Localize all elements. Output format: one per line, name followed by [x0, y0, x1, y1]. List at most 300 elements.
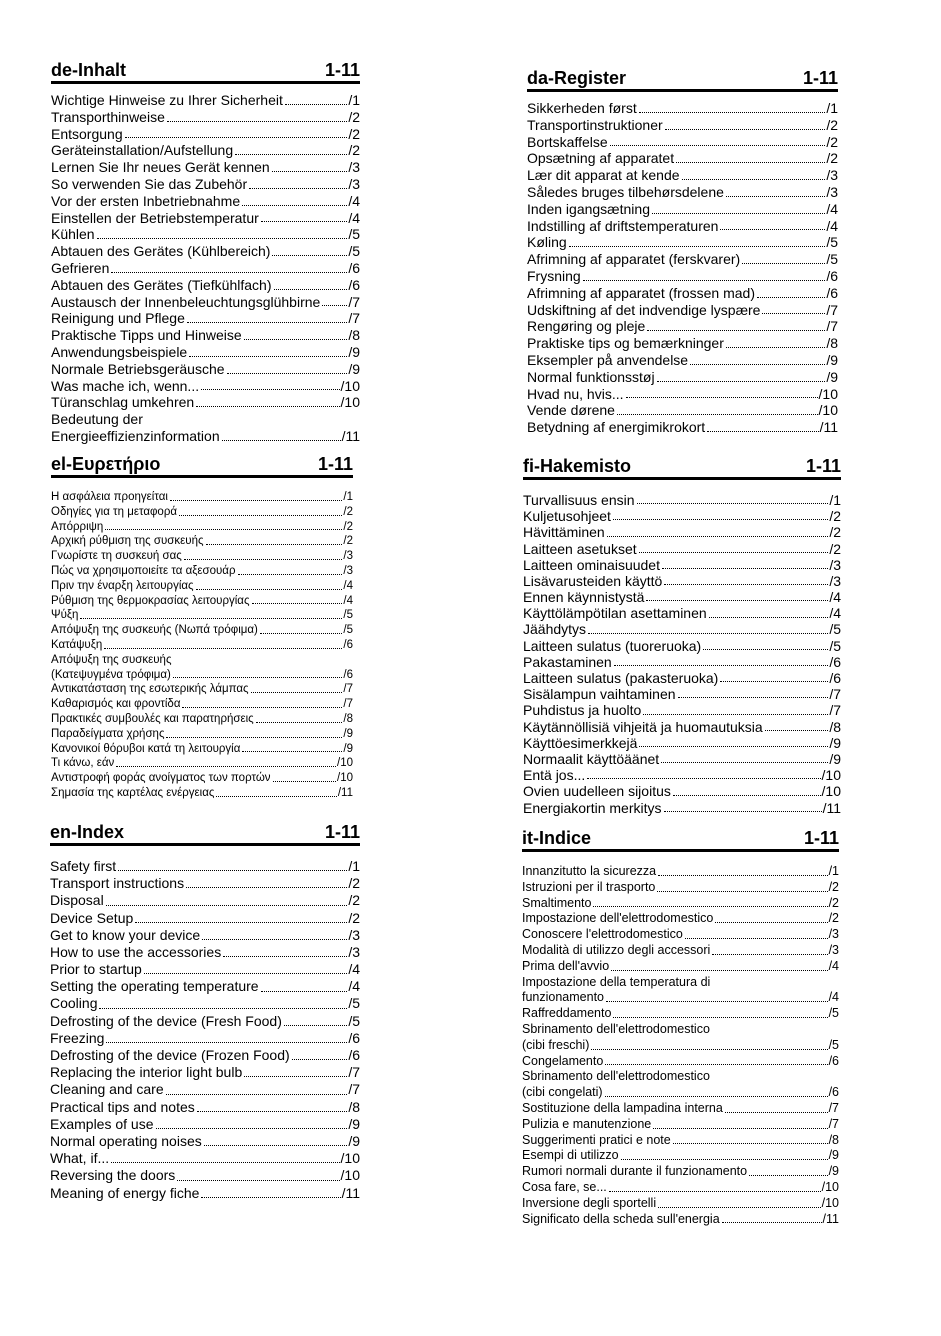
toc-entry-page: /6 — [829, 670, 841, 687]
toc-entry-page: /9 — [348, 1115, 360, 1132]
toc-entry[interactable] — [51, 361, 360, 378]
toc-entry[interactable] — [522, 1164, 839, 1180]
toc-entry[interactable] — [522, 880, 839, 896]
toc-entry[interactable] — [523, 638, 841, 654]
toc-entry[interactable] — [523, 800, 841, 816]
toc-entry[interactable] — [523, 573, 841, 589]
toc-entry-page: /6 — [348, 1047, 360, 1064]
toc-entry-page: /10 — [337, 772, 353, 785]
toc-entry-label: Rumori normali durante il funzionamento — [522, 1164, 748, 1179]
toc-entry[interactable] — [527, 134, 838, 151]
toc-entry-label: Køling — [527, 234, 567, 251]
toc-entry-page: /1 — [343, 491, 353, 503]
toc-entry[interactable] — [51, 742, 353, 757]
toc-entry[interactable] — [527, 268, 838, 285]
toc-entry[interactable] — [523, 524, 841, 540]
toc-entry[interactable] — [51, 294, 360, 311]
toc-entry-label: Disposal — [50, 892, 104, 909]
dot-leader — [111, 272, 347, 273]
toc-entry[interactable] — [522, 896, 839, 912]
toc-entry-page: /10 — [337, 757, 353, 770]
dot-leader — [284, 1025, 347, 1026]
dot-leader — [652, 213, 825, 214]
toc-entry-page: /6 — [348, 276, 360, 293]
toc-entry[interactable] — [50, 1150, 360, 1167]
toc-entry-label: Puhdistus ja huolto — [523, 702, 642, 719]
toc-entry-label: Impostazione della temperatura di — [522, 974, 711, 989]
dot-leader — [186, 887, 347, 888]
toc-entry[interactable] — [527, 100, 838, 117]
toc-entry[interactable] — [50, 892, 360, 909]
toc-entry[interactable] — [50, 978, 360, 995]
dot-leader — [661, 762, 828, 763]
toc-entry-label: Αρχική ρύθμιση της συσκευής — [51, 535, 204, 548]
toc-entry-label: Impostazione dell'elettrodomestico — [522, 911, 714, 926]
toc-entry-label: Kuljetusohjeet — [523, 508, 611, 525]
toc-entry[interactable] — [50, 1030, 360, 1047]
dot-leader — [167, 121, 347, 122]
toc-entry[interactable] — [51, 608, 353, 623]
toc-entry-page: /2 — [343, 505, 353, 518]
toc-entry[interactable] — [51, 226, 360, 243]
toc-entry-label: Ψύξη — [51, 609, 79, 622]
toc-entry-page: /1 — [348, 92, 360, 108]
toc-entry-label: Η ασφάλεια προηγείται — [51, 491, 168, 503]
dot-leader — [116, 766, 336, 767]
section-title: en-Index — [50, 822, 125, 842]
dot-leader — [606, 1001, 828, 1002]
section-title: it-Indice — [522, 828, 592, 848]
toc-entry[interactable] — [522, 1085, 839, 1101]
toc-entry-label: Istruzioni per il trasporto — [522, 879, 656, 894]
toc-entry-page: /10 — [340, 1167, 360, 1184]
dot-leader — [272, 171, 348, 172]
toc-entry[interactable] — [51, 771, 353, 786]
dot-leader — [242, 205, 347, 206]
dot-leader — [118, 870, 347, 871]
toc-entry[interactable] — [527, 419, 838, 436]
toc-entry[interactable] — [522, 1133, 839, 1149]
toc-entry-label: Congelamento — [522, 1053, 604, 1068]
toc-entry[interactable] — [51, 579, 353, 594]
dot-leader — [720, 681, 828, 682]
dot-leader — [196, 406, 339, 407]
toc-entry[interactable] — [51, 505, 353, 520]
toc-entry[interactable] — [527, 218, 838, 235]
toc-entry-page: /10 — [821, 767, 841, 784]
toc-entry[interactable] — [51, 638, 353, 653]
toc-entry[interactable] — [51, 411, 360, 428]
toc-entry-label: Defrosting of the device (Frozen Food) — [50, 1047, 290, 1064]
dot-leader — [285, 104, 347, 105]
toc-entry-label: Meaning of energy fiche — [50, 1184, 200, 1201]
toc-entry[interactable] — [50, 1185, 360, 1202]
toc-entry[interactable] — [51, 520, 353, 535]
toc-entry-label: Einstellen der Betriebstemperatur — [51, 209, 259, 226]
dot-leader — [569, 246, 826, 247]
dot-leader — [105, 529, 342, 530]
toc-entry-page: /2 — [348, 142, 360, 159]
toc-entry[interactable] — [51, 142, 360, 159]
toc-entry-page: /10 — [340, 377, 360, 394]
toc-entry-label: Käyttöesimerkkejä — [523, 734, 638, 751]
toc-entry-page: /4 — [826, 200, 838, 217]
toc-entry-page: /8 — [343, 712, 353, 725]
toc-entry[interactable] — [523, 670, 841, 686]
toc-entry[interactable] — [527, 167, 838, 184]
dot-leader — [715, 922, 827, 923]
dot-leader — [605, 1064, 827, 1065]
toc-entry-label: Prima dell'avvio — [522, 958, 610, 973]
toc-entry[interactable] — [51, 260, 360, 277]
dot-leader — [610, 145, 826, 146]
toc-entry[interactable] — [522, 1101, 839, 1117]
toc-entry[interactable] — [522, 1054, 839, 1070]
toc-entry[interactable] — [51, 490, 353, 505]
toc-entry-page: /7 — [348, 1064, 360, 1081]
dot-leader — [222, 440, 341, 441]
toc-entry[interactable] — [51, 668, 353, 683]
toc-entry-label: Transporthinweise — [51, 108, 165, 125]
toc-entry[interactable] — [523, 783, 841, 799]
toc-entry-page: /11 — [341, 1184, 360, 1201]
dot-leader — [762, 313, 825, 314]
dot-leader — [720, 229, 825, 230]
toc-entry[interactable] — [51, 594, 353, 609]
toc-section-da — [527, 66, 838, 436]
toc-entry[interactable] — [527, 369, 838, 386]
toc-entry[interactable] — [527, 402, 838, 419]
toc-entry-label: Significato della scheda sull'energia — [522, 1211, 720, 1226]
toc-entry[interactable] — [522, 943, 839, 959]
dot-leader — [187, 322, 347, 323]
toc-entry-label: Reinigung und Pflege — [51, 310, 185, 327]
dot-leader — [206, 544, 343, 545]
toc-entry[interactable] — [51, 756, 353, 771]
toc-entry-page: /2 — [826, 150, 838, 167]
toc-entry[interactable] — [50, 875, 360, 892]
toc-entry[interactable] — [51, 126, 360, 143]
toc-entry-label: Practical tips and notes — [50, 1098, 195, 1115]
toc-entry[interactable] — [50, 1013, 360, 1030]
dot-leader — [707, 431, 818, 432]
toc-entry[interactable] — [51, 277, 360, 294]
toc-entry[interactable] — [523, 492, 841, 508]
toc-entry-page: /7 — [343, 698, 353, 711]
toc-entry-page: /11 — [819, 419, 838, 436]
toc-entry[interactable] — [527, 184, 838, 201]
toc-entry-page: /6 — [343, 638, 353, 651]
toc-entry[interactable] — [523, 702, 841, 718]
dot-leader — [703, 649, 828, 650]
toc-entry[interactable] — [522, 990, 839, 1006]
toc-entry-label: Κατάψυξη — [51, 638, 103, 651]
dot-leader — [658, 875, 827, 876]
toc-entry[interactable] — [50, 1081, 360, 1098]
toc-entry[interactable] — [523, 654, 841, 670]
toc-entry[interactable] — [527, 285, 838, 302]
toc-entry[interactable] — [50, 927, 360, 944]
toc-entry-label: Pakastaminen — [523, 653, 612, 670]
toc-entry[interactable] — [50, 1064, 360, 1081]
toc-entry-page: /3 — [348, 159, 360, 176]
toc-entry-label: (cibi freschi) — [522, 1037, 590, 1052]
toc-entry[interactable] — [51, 378, 360, 395]
toc-entry-label: Betydning af energimikrokort — [527, 419, 706, 436]
toc-entry-page: /2 — [348, 892, 360, 909]
dot-leader — [173, 677, 343, 678]
dot-leader — [238, 574, 343, 575]
dot-leader — [617, 414, 818, 415]
toc-entry[interactable] — [51, 549, 353, 564]
dot-leader — [665, 129, 826, 130]
dot-leader — [97, 238, 348, 239]
toc-entry-page: /5 — [348, 243, 360, 260]
toc-entry-label: Indstilling af driftstemperaturen — [527, 217, 719, 234]
dot-leader — [639, 552, 829, 553]
toc-entry[interactable] — [51, 344, 360, 361]
toc-entry[interactable] — [523, 719, 841, 735]
toc-entry-label: Türanschlag umkehren — [51, 394, 195, 411]
toc-entry[interactable] — [51, 712, 353, 727]
toc-entry[interactable] — [527, 318, 838, 335]
dot-leader — [135, 922, 347, 923]
dot-leader — [235, 154, 347, 155]
toc-entry-label: Lær dit apparat at kende — [527, 167, 680, 184]
toc-entry[interactable] — [523, 751, 841, 767]
dot-leader — [657, 891, 827, 892]
toc-entry[interactable] — [51, 727, 353, 742]
toc-entry-label: Gefrieren — [51, 259, 110, 276]
dot-leader — [605, 1096, 828, 1097]
toc-entry-page: /5 — [348, 995, 360, 1012]
toc-entry-page: /5 — [348, 1012, 360, 1029]
toc-entry[interactable] — [523, 735, 841, 751]
toc-entry-page: /2 — [343, 520, 353, 533]
toc-entry[interactable] — [51, 243, 360, 260]
toc-entry-label: Pulizia e manutenzione — [522, 1116, 652, 1131]
toc-entry-label: Frysning — [527, 267, 581, 284]
toc-entry[interactable] — [522, 1117, 839, 1133]
dot-leader — [588, 633, 828, 634]
toc-entry-label: Τι κάνω, εάν — [51, 757, 115, 770]
toc-entry[interactable] — [51, 682, 353, 697]
toc-entry[interactable] — [50, 996, 360, 1013]
toc-entry-page: /6 — [826, 267, 838, 284]
toc-entry-label: Normal operating noises — [50, 1132, 202, 1149]
toc-entry[interactable] — [51, 534, 353, 549]
toc-entry[interactable] — [51, 697, 353, 712]
section-page-range: 1-11 — [802, 68, 838, 88]
toc-entry[interactable] — [522, 864, 839, 880]
toc-entry-label: Sbrinamento dell'elettrodomestico — [522, 1021, 710, 1036]
toc-entry[interactable] — [527, 251, 838, 268]
toc-entry[interactable] — [523, 686, 841, 702]
toc-entry[interactable] — [522, 1006, 839, 1022]
toc-entry-label: Innanzitutto la sicurezza — [522, 864, 657, 878]
dot-leader — [658, 1207, 821, 1208]
toc-entry-page: /2 — [828, 879, 839, 894]
toc-list — [51, 92, 360, 445]
toc-entry-page: /9 — [826, 351, 838, 368]
toc-entry-label: Modalità di utilizzo degli accessori — [522, 942, 711, 957]
toc-entry[interactable] — [50, 858, 360, 875]
toc-entry[interactable] — [527, 335, 838, 352]
toc-section-it — [522, 826, 839, 1227]
toc-entry[interactable] — [51, 623, 353, 638]
toc-entry-label: Ρύθμιση της θερμοκρασίας λειτουργίας — [51, 594, 250, 607]
toc-entry-page: /11 — [337, 786, 353, 799]
toc-entry[interactable] — [522, 959, 839, 975]
dot-leader — [664, 811, 822, 812]
toc-entry-page: /2 — [829, 508, 841, 525]
toc-entry-page: /1 — [348, 857, 360, 874]
toc-entry[interactable] — [527, 201, 838, 218]
toc-entry[interactable] — [522, 927, 839, 943]
toc-entry[interactable] — [522, 1180, 839, 1196]
dot-leader — [274, 289, 348, 290]
toc-entry-page: /3 — [343, 564, 353, 577]
toc-entry[interactable] — [51, 327, 360, 344]
toc-entry[interactable] — [51, 653, 353, 668]
toc-entry-page: /6 — [829, 653, 841, 670]
toc-entry-page: /6 — [348, 1029, 360, 1046]
toc-entry-label: funzionamento — [522, 990, 605, 1005]
toc-entry[interactable] — [527, 386, 838, 403]
toc-entry-label: Turvallisuus ensin — [523, 491, 635, 508]
toc-entry-label: Απόψυξη της συσκευής — [51, 653, 172, 666]
toc-entry[interactable] — [522, 1038, 839, 1054]
toc-entry-page: /7 — [828, 1116, 839, 1131]
toc-entry[interactable] — [51, 428, 360, 445]
toc-entry-page: /10 — [821, 783, 841, 800]
toc-entry-label: Abtauen des Gerätes (Kühlbereich) — [51, 243, 271, 260]
toc-entry[interactable] — [522, 975, 839, 991]
toc-entry-page: /7 — [829, 702, 841, 719]
dot-leader — [709, 617, 829, 618]
toc-entry-label: Οδηγίες για τη μεταφορά — [51, 505, 178, 518]
dot-leader — [621, 1159, 828, 1160]
toc-entry[interactable] — [522, 1069, 839, 1085]
toc-entry-page: /10 — [821, 1195, 839, 1210]
toc-entry[interactable] — [522, 911, 839, 927]
toc-entry[interactable] — [527, 352, 838, 369]
toc-entry[interactable] — [51, 210, 360, 227]
toc-entry-page: /5 — [829, 637, 841, 654]
toc-entry[interactable] — [527, 117, 838, 134]
toc-entry[interactable] — [50, 1047, 360, 1064]
toc-entry-page: /4 — [343, 579, 353, 592]
toc-entry[interactable] — [527, 302, 838, 319]
toc-entry-page: /9 — [348, 343, 360, 360]
toc-entry[interactable] — [51, 92, 360, 109]
dot-leader — [653, 1128, 827, 1129]
toc-entry-page: /9 — [829, 750, 841, 767]
toc-entry-page: /5 — [343, 609, 353, 622]
toc-entry[interactable] — [523, 541, 841, 557]
dot-leader — [249, 188, 347, 189]
toc-entry[interactable] — [51, 786, 353, 801]
toc-entry-label: Energiakortin merkitys — [523, 799, 662, 816]
toc-entry[interactable] — [50, 910, 360, 927]
dot-leader — [722, 1222, 822, 1223]
toc-entry-label: Πριν την έναρξη λειτουργίας — [51, 579, 194, 592]
toc-entry[interactable] — [522, 1148, 839, 1164]
dot-leader — [607, 536, 829, 537]
toc-entry-label: Κανονικοί θόρυβοι κατά τη λειτουργία — [51, 742, 241, 755]
toc-entry[interactable] — [50, 1099, 360, 1116]
toc-entry-page: /2 — [343, 535, 353, 548]
toc-entry[interactable] — [522, 1196, 839, 1212]
toc-entry-page: /1 — [828, 864, 839, 878]
toc-entry-label: Udskiftning af det indvendige lyspære — [527, 301, 761, 318]
toc-entry-page: /4 — [348, 209, 360, 226]
toc-entry-page: /1 — [826, 100, 838, 116]
toc-section-fi — [523, 454, 841, 816]
toc-entry[interactable] — [527, 150, 838, 167]
toc-entry[interactable] — [523, 767, 841, 783]
toc-entry[interactable] — [50, 944, 360, 961]
toc-entry[interactable] — [51, 176, 360, 193]
toc-entry[interactable] — [50, 1133, 360, 1150]
toc-entry[interactable] — [522, 1022, 839, 1038]
dot-leader — [166, 737, 342, 738]
toc-entry[interactable] — [523, 589, 841, 605]
toc-entry-label: Energieeffizienzinformation — [51, 427, 220, 444]
dot-leader — [106, 905, 348, 906]
toc-entry[interactable] — [523, 605, 841, 621]
dot-leader — [166, 1094, 348, 1095]
toc-entry-page: /11 — [822, 1211, 839, 1226]
dot-leader — [104, 648, 342, 649]
dot-leader — [765, 730, 829, 731]
dot-leader — [292, 1059, 348, 1060]
dot-leader — [227, 373, 348, 374]
toc-entry-page: /3 — [829, 572, 841, 589]
dot-leader — [613, 519, 828, 520]
toc-entry[interactable] — [50, 1167, 360, 1184]
toc-entry-label: Πώς να χρησιμοποιείτε τα αξεσουάρ — [51, 564, 236, 577]
toc-entry[interactable] — [523, 508, 841, 524]
toc-entry-page: /10 — [821, 1179, 839, 1194]
toc-entry-page: /10 — [340, 394, 360, 411]
toc-entry[interactable] — [51, 394, 360, 411]
toc-entry[interactable] — [50, 1116, 360, 1133]
toc-entry[interactable] — [523, 622, 841, 638]
toc-entry-label: Smaltimento — [522, 895, 592, 910]
toc-entry[interactable] — [522, 1212, 839, 1228]
toc-entry-page: /7 — [829, 686, 841, 703]
toc-entry[interactable] — [51, 564, 353, 579]
section-page-range: 1-11 — [317, 454, 353, 474]
toc-entry[interactable] — [51, 159, 360, 176]
toc-entry[interactable] — [51, 193, 360, 210]
toc-entry[interactable] — [51, 310, 360, 327]
toc-entry-label: Käyttölämpötilan asettaminen — [523, 605, 707, 622]
section-header — [523, 454, 841, 480]
dot-leader — [201, 1197, 340, 1198]
toc-entry[interactable] — [527, 234, 838, 251]
toc-entry[interactable] — [523, 557, 841, 573]
toc-entry-page: /5 — [828, 1037, 839, 1052]
toc-entry[interactable] — [50, 961, 360, 978]
toc-entry-page: /9 — [826, 368, 838, 385]
dot-leader — [202, 939, 347, 940]
toc-entry-page: /4 — [348, 961, 360, 978]
toc-entry-label: Således bruges tilbehørsdelene — [527, 183, 724, 200]
dot-leader — [204, 1145, 348, 1146]
toc-entry[interactable] — [51, 109, 360, 126]
